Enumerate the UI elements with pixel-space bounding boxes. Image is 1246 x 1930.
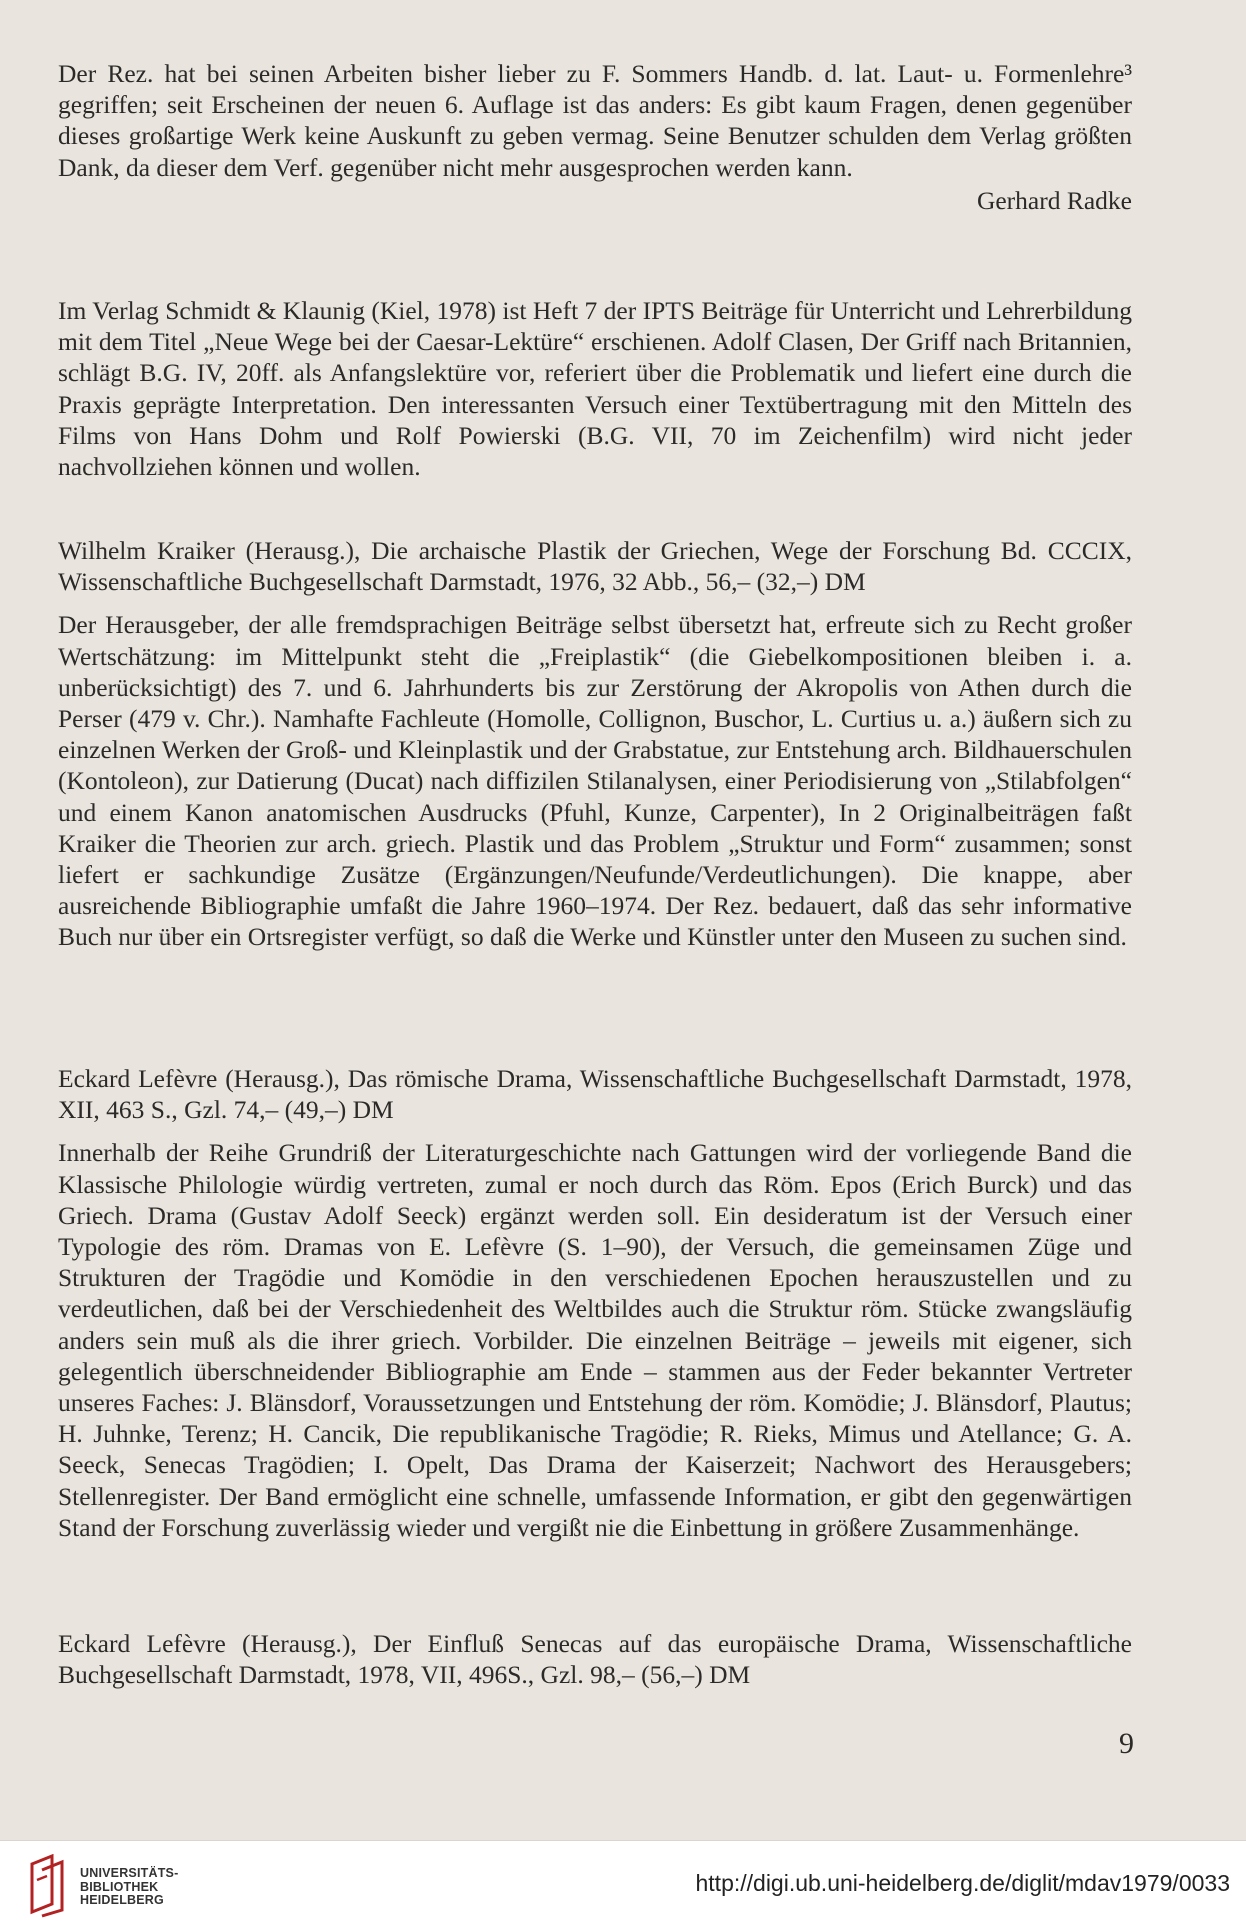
review-lefevre-seneca-heading: Eckard Lefèvre (Herausg.), Der Einfluß Senecas auf das europäische Drama, Wissenschaftliche Buchgesellschaft Darmstadt, 1978, VII, 496S., Gzl. 98,– (56,–) DM (58, 1629, 1132, 1690)
notice-caesar (58, 295, 1132, 482)
review-lefevre-drama (58, 1063, 1132, 1543)
review-kraiker-body: Der Herausgeber, der alle fremdsprachigen Beiträge selbst übersetzt hat, erfreute sich zu Recht großer Wertschätzung: im Mittelpunkt steht die „Freiplastik“ (die Giebelkompositionen bleiben i. a. unberücksichtigt) des 7. und 6. Jahrhunderts bis zur Zerstörung der Akropolis von Athen durch die Perser (479 v. Chr.). Namhafte Fachleute (Homolle, Collignon, Buschor, L. Curtius u. a.) äußern sich zu einzelnen Werken der Groß- und Kleinplastik und der Grabstatue, zur Entstehung arch. Bildhauerschulen (Kontoleon), zur Datierung (Ducat) nach diffizilen Stilanalysen, einer Periodisierung von „Stilabfolgen“ und einem Kanon anatomischen Ausdrucks (Pfuhl, Kunze, Carpenter), In 2 Originalbeiträgen faßt Kraiker die Theorien zur arch. griech. Plastik und das Problem „Struktur und Form“ zusammen; sonst liefert er sachkundige Zusätze (Ergänzungen/Neufunde/Verdeutlichungen). Die knappe, aber ausreichende Bibliographie umfaßt die Jahre 1960–1974. Der Rez. bedauert, daß das sehr informative Buch nur über ein Ortsregister verfügt, so daß die Werke und Künstler unter den Museen zu suchen sind. (58, 610, 1132, 952)
signature: Gerhard Radke (976, 185, 1132, 215)
review-lefevre-drama-body: Innerhalb der Reihe Grundriß der Literaturgeschichte nach Gattungen wird der vorliegende Band die Klassische Philologie würdig vertreten, zumal er noch durch das Röm. Epos (Erich Burck) und das Griech. Drama (Gustav Adolf Seeck) ergänzt werden soll. Ein desideratum ist der Versuch einer Typologie des röm. Dramas von E. Lefèvre (S. 1–90), der Versuch, die gemeinsamen Züge und Strukturen der Tragödie und Komödie in den verschiedenen Epochen herauszustellen und zu verdeutlichen, daß bei der Verschiedenheit des Weltbildes auch die Struktur röm. Stücke zwangsläufig anders sein muß als die ihrer griech. Vorbilder. Die einzelnen Beiträge – jeweils mit eigener, sich gelegentlich überschneidender Bibliographie am Ende – stammen aus der Feder bekannter Vertreter unseres Faches: J. Blänsdorf, Voraussetzungen und Entstehung der röm. Komödie; J. Blänsdorf, Plautus; H. Juhnke, Terenz; H. Cancik, Die republikanische Tragödie; R. Rieks, Mimus und Atellance; G. A. Seeck, Senecas Tragödien; I. Opelt, Das Drama der Kaiserzeit; Nachwort des Herausgebers; Stellenregister. Der Band ermöglicht eine schnelle, umfassende Information, er gibt den gegenwärtigen Stand der Forschung zuverlässig wieder und vergißt nie die Einbettung in größere Zusammenhänge. (58, 1138, 1132, 1542)
source-url-link[interactable]: http://digi.ub.uni-heidelberg.de/diglit/mdav1979/0033 (695, 1870, 1230, 1896)
review-radke-body: Der Rez. hat bei seinen Arbeiten bisher lieber zu F. Sommers Handb. d. lat. Laut- u. Formenlehre³ gegriffen; seit Erscheinen der neuen 6. Auflage ist das anders: Es gibt kaum Fragen, denen gegenüber dieses großartige Werk keine Auskunft zu geben vermag. Seine Benutzer schulden dem Verlag größten Dank, da dieser dem Verf. gegenüber nicht mehr ausgesprochen werden kann. (58, 59, 1132, 182)
review-radke (58, 58, 1132, 216)
review-lefevre-seneca (58, 1628, 1132, 1690)
digitization-footer (0, 1840, 1246, 1930)
library-name-line2: BIBLIOTHEK (80, 1879, 159, 1894)
notice-body: Im Verlag Schmidt & Klaunig (Kiel, 1978) ist Heft 7 der IPTS Beiträge für Unterricht und Lehrerbildung mit dem Titel „Neue Wege bei der Caesar-Lektüre“ erschienen. Adolf Clasen, Der Griff nach Britannien, schlägt B.G. IV, 20ff. als Anfangslektüre vor, referiert über die Problematik und liefert eine durch die Praxis geprägte Interpretation. Den interessanten Versuch einer Textübertragung mit den Mitteln des Films von Hans Dohm und Rolf Powierski (B.G. VII, 70 im Zeichenfilm) wird nicht jeder nachvollziehen können und wollen. (58, 296, 1132, 482)
library-name (80, 1867, 178, 1908)
library-logo-icon (28, 1854, 72, 1918)
review-kraiker (58, 535, 1132, 953)
library-name-line1: UNIVERSITÄTS- (80, 1866, 179, 1880)
review-lefevre-drama-heading: Eckard Lefèvre (Herausg.), Das römische Drama, Wissenschaftliche Buchgesellschaft Darmstadt, 1978, XII, 463 S., Gzl. 74,– (49,–) DM (58, 1064, 1132, 1125)
review-kraiker-heading: Wilhelm Kraiker (Herausg.), Die archaische Plastik der Griechen, Wege der Forschung Bd. CCCIX, Wissenschaftliche Buchgesellschaft Darmstadt, 1976, 32 Abb., 56,– (32,–) DM (58, 536, 1132, 597)
library-name-line3: HEIDELBERG (80, 1893, 164, 1907)
page-number: 9 (1119, 1727, 1134, 1760)
